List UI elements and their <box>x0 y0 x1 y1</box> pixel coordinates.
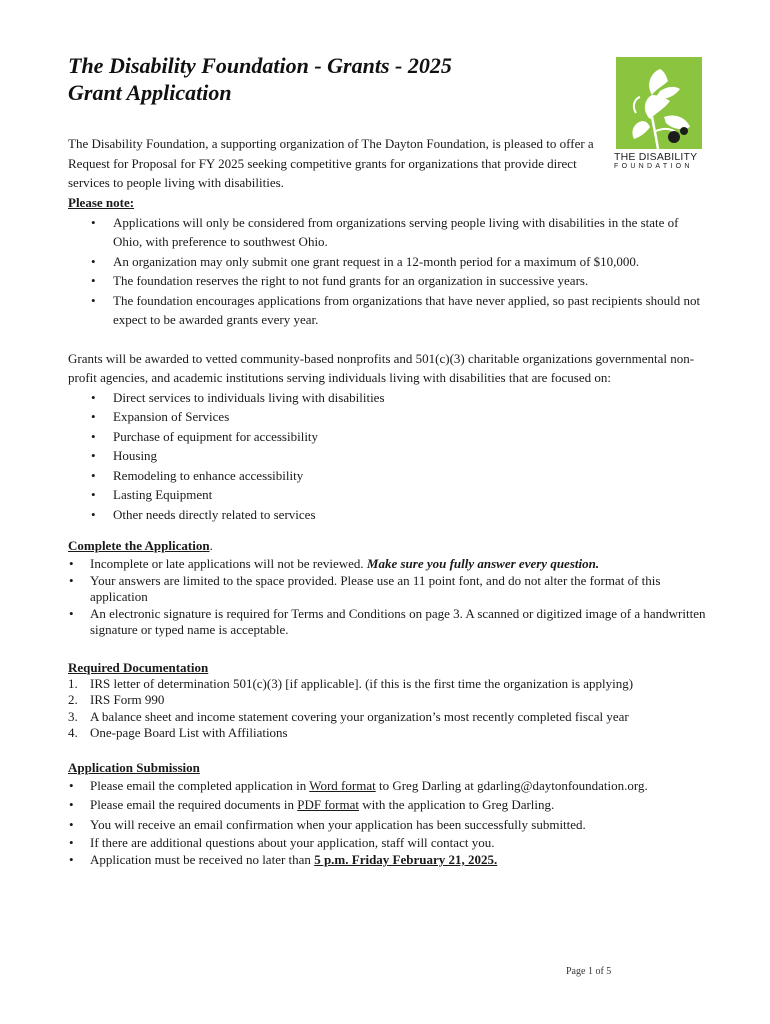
grants-intro-paragraph: Grants will be awarded to vetted community-based nonprofits and 501(c)(3) charitable organizations governmental non-profit agencies, and academic institutions serving individuals living with disabilities that are focused on: <box>68 350 695 385</box>
please-note-list <box>68 213 708 330</box>
item-text: IRS letter of determination 501(c)(3) [if applicable]. (if this is the first time the organization is applying) <box>90 675 634 691</box>
complete-item-1-text: Incomplete or late applications will not be reviewed. <box>90 556 367 571</box>
list-item: • Direct services to individuals living with disabilities <box>113 388 708 408</box>
document-body <box>68 134 708 868</box>
submission-item-1-pre: Please email the completed application in <box>90 777 310 793</box>
submission-item-2-pre: Please email the required documents in <box>90 797 298 812</box>
list-item: • Purchase of equipment for accessibility <box>113 427 708 447</box>
title-line-1: The Disability Foundation - Grants - 2025 <box>68 53 452 78</box>
list-item: • If there are additional questions about your application, staff will contact you. <box>90 834 708 851</box>
item-text: IRS Form 990 <box>90 692 165 707</box>
list-item: • The foundation encourages applications from organizations that have never applied, so past recipients should not expect to be awarded grants every year. <box>113 291 708 330</box>
list-item <box>90 795 708 815</box>
intro-paragraph: The Disability Foundation, a supporting organization of The Dayton Foundation, is pleased to offer a Request for Proposal for FY 2025 seeking competitive grants for organizations that provide direct services to people living with disabilities. <box>68 136 594 190</box>
required-heading: Required Documentation <box>68 659 209 675</box>
list-item: • An organization may only submit one grant request in a 12-month period for a maximum of $10,000. <box>113 252 708 272</box>
list-item: • Expansion of Services <box>113 407 708 427</box>
list-item: • Remodeling to enhance accessibility <box>113 466 708 486</box>
list-item: • An electronic signature is required for Terms and Conditions on page 3. A scanned or digitized image of a handwritten signature or typed name is acceptable. <box>90 606 708 639</box>
title-line-2: Grant Application <box>68 80 232 105</box>
item-number: 3. <box>68 708 78 724</box>
list-item: • Applications will only be considered from organizations serving people living with disabilities in the state of Ohio, with preference to southwest Ohio. <box>113 213 708 252</box>
list-item <box>68 675 708 693</box>
item-number: 4. <box>68 725 78 740</box>
please-note-heading: Please note: <box>68 194 135 210</box>
list-item <box>90 776 708 796</box>
list-item: • Housing <box>113 446 708 466</box>
list-item: • You will receive an email confirmation when your application has been successfully submitted. <box>90 815 708 835</box>
item-number: 2. <box>68 692 78 707</box>
grants-focus-list <box>68 388 708 525</box>
item-text: One-page Board List with Affiliations <box>90 725 288 740</box>
item-text: A balance sheet and income statement covering your organization’s most recently completed fiscal year <box>90 708 629 724</box>
word-format-link[interactable]: Word format <box>309 777 376 793</box>
page-number: Page 1 of 5 <box>566 966 612 977</box>
complete-heading: Complete the Application <box>68 538 210 553</box>
submission-list <box>68 776 708 869</box>
logo-text-line-1: THE DISABILITY <box>614 151 698 163</box>
list-item <box>68 692 708 709</box>
list-item <box>90 851 708 868</box>
page-title <box>68 52 588 106</box>
required-list <box>68 676 708 742</box>
list-item <box>68 708 708 726</box>
deadline-text: 5 p.m. Friday February 21, 2025. <box>314 852 498 867</box>
submission-item-1-post: to Greg Darling at gdarling@daytonfoundation.org. <box>375 777 648 793</box>
item-number: 1. <box>68 675 78 691</box>
list-item: • The foundation reserves the right to not fund grants for an organization in successive years. <box>113 271 708 291</box>
list-item <box>90 556 708 573</box>
list-item: • Other needs directly related to services <box>113 505 708 525</box>
complete-heading-line <box>68 536 708 556</box>
submission-item-2-post: with the application to Greg Darling. <box>358 797 555 812</box>
complete-list <box>68 556 708 639</box>
list-item: • Your answers are limited to the space provided. Please use an 11 point font, and do not alter the format of this application <box>90 573 708 606</box>
list-item <box>68 725 708 742</box>
complete-item-1-emphasis: Make sure you fully answer every question. <box>366 556 600 571</box>
list-item: • Lasting Equipment <box>113 485 708 505</box>
logo-text-line-2: FOUNDATION <box>614 163 693 170</box>
submission-heading: Application Submission <box>68 759 200 775</box>
complete-heading-suffix: . <box>209 538 213 553</box>
pdf-format-link[interactable]: PDF format <box>297 797 359 812</box>
submission-item-5-pre: Application must be received no later than <box>90 852 315 867</box>
